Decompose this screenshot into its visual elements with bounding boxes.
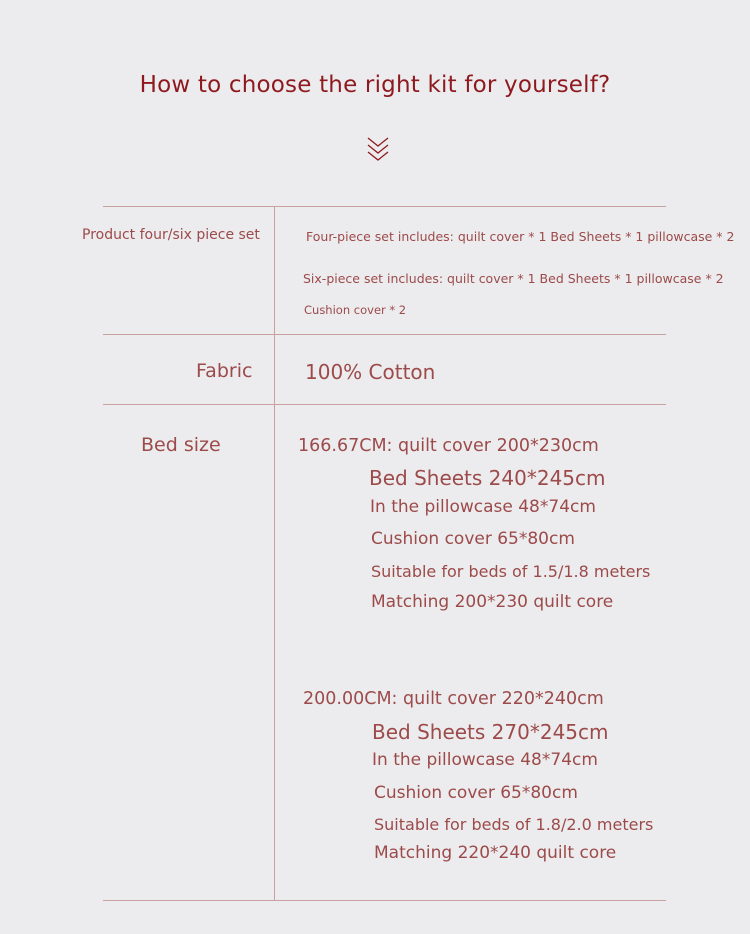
option-a-pillow: In the pillowcase 48*74cm bbox=[370, 497, 596, 517]
table-top-rule bbox=[103, 206, 666, 207]
option-b-quilt: 200.00CM: quilt cover 220*240cm bbox=[303, 689, 604, 709]
four-piece-contents: Four-piece set includes: quilt cover * 1 Bed Sheets * 1 pillowcase * 2 bbox=[306, 229, 735, 244]
fabric-value: 100% Cotton bbox=[305, 360, 436, 384]
option-a-quilt: 166.67CM: quilt cover 200*230cm bbox=[298, 436, 599, 456]
page-title: How to choose the right kit for yourself? bbox=[139, 72, 611, 98]
row-divider-fabric bbox=[103, 404, 666, 405]
set-label: Product four/six piece set bbox=[82, 227, 260, 243]
option-a-sheets: Bed Sheets 240*245cm bbox=[369, 466, 606, 490]
row-divider-set bbox=[103, 334, 666, 335]
option-b-cushion: Cushion cover 65*80cm bbox=[374, 783, 578, 803]
column-divider bbox=[274, 207, 275, 900]
option-b-core: Matching 220*240 quilt core bbox=[374, 843, 617, 863]
option-a-cushion: Cushion cover 65*80cm bbox=[371, 529, 575, 549]
option-a-core: Matching 200*230 quilt core bbox=[371, 592, 614, 612]
table-bottom-rule bbox=[103, 900, 666, 901]
option-b-sheets: Bed Sheets 270*245cm bbox=[372, 720, 609, 744]
bed-size-label: Bed size bbox=[141, 434, 221, 456]
fabric-label: Fabric bbox=[196, 360, 253, 382]
triple-chevron-down-icon bbox=[366, 136, 390, 164]
option-b-pillow: In the pillowcase 48*74cm bbox=[372, 750, 598, 770]
option-a-beds: Suitable for beds of 1.5/1.8 meters bbox=[371, 562, 651, 581]
option-b-beds: Suitable for beds of 1.8/2.0 meters bbox=[374, 815, 654, 834]
six-piece-extra: Cushion cover * 2 bbox=[304, 303, 407, 317]
six-piece-contents: Six-piece set includes: quilt cover * 1 Bed Sheets * 1 pillowcase * 2 bbox=[303, 271, 724, 286]
